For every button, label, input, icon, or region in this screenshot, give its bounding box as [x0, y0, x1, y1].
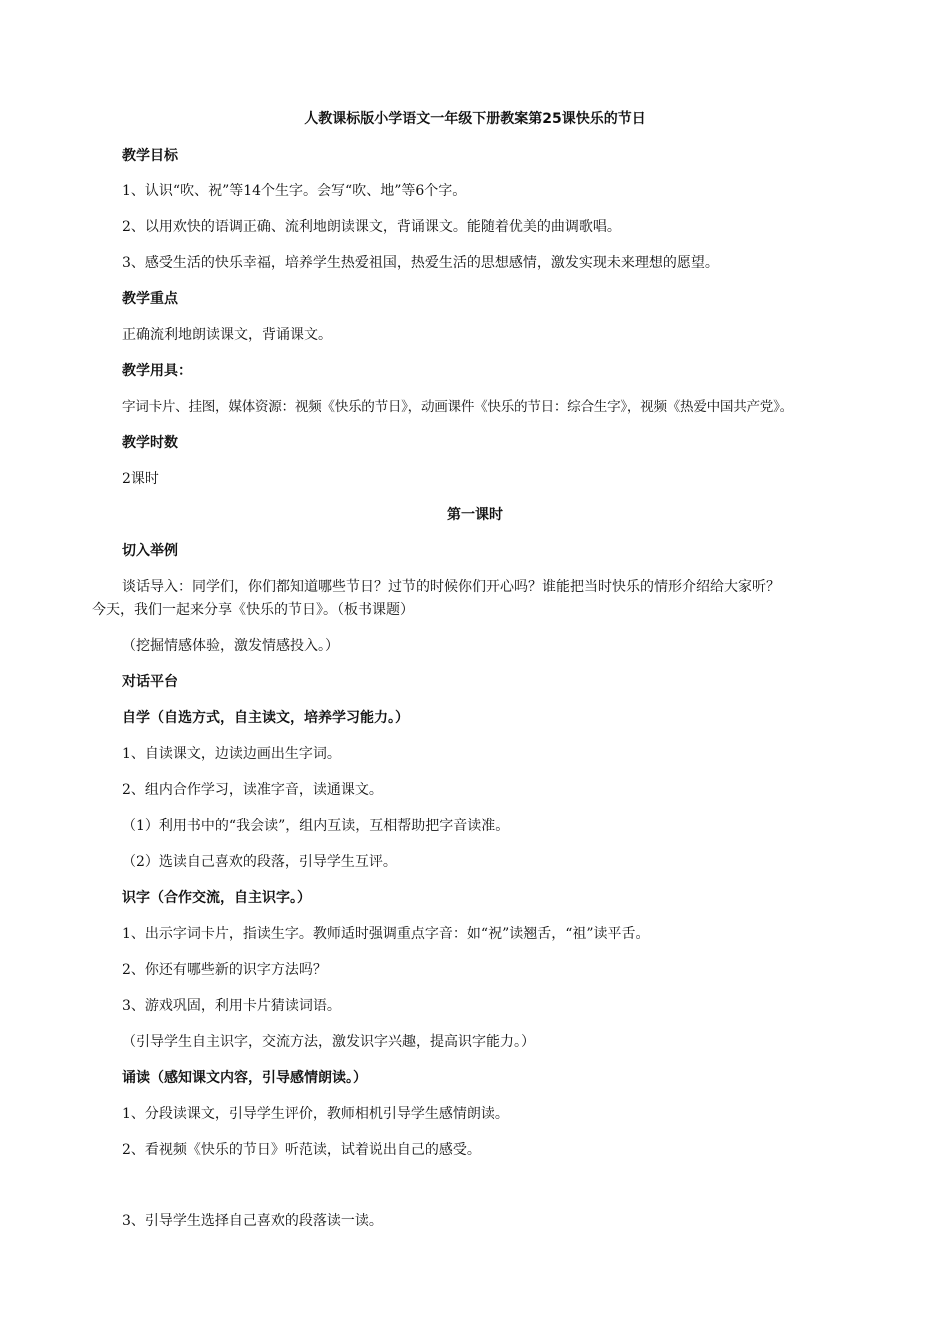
recitation-item-2: 2、看视频《快乐的节日》听范读，试着说出自己的感受。	[122, 1142, 481, 1158]
goal-item-1: 1、认识“吹、祝”等14个生字。会写“吹、地”等6个字。	[122, 183, 467, 199]
intro-line-2: 今天，我们一起来分享《快乐的节日》。（板书课题）	[92, 602, 414, 618]
heading-teaching-key: 教学重点	[122, 291, 178, 307]
lesson-title: 第一课时	[447, 507, 503, 523]
intro-note: （挖掘情感体验，激发情感投入。）	[122, 638, 339, 654]
heading-teaching-tools: 教学用具：	[122, 363, 192, 379]
goal-item-3: 3、感受生活的快乐幸福，培养学生热爱祖国，热爱生活的思想感情，激发实现未来理想的愿望。	[122, 255, 719, 271]
heading-teaching-goals: 教学目标	[122, 148, 178, 164]
tools-text: 字词卡片、挂图，媒体资源：视频《快乐的节日》，动画课件《快乐的节日：综合生字》，视频《热爱中国共产党》。	[122, 399, 793, 415]
self-study-item-2b: （2）选读自己喜欢的段落，引导学生互评。	[122, 854, 397, 870]
heading-intro: 切入举例	[122, 543, 178, 559]
literacy-note: （引导学生自主识字，交流方法，激发识字兴趣，提高识字能力。）	[122, 1034, 535, 1050]
self-study-item-2: 2、组内合作学习，读准字音，读通课文。	[122, 782, 383, 798]
heading-recitation: 诵读（感知课文内容，引导感情朗读。）	[122, 1070, 367, 1086]
heading-self-study: 自学（自选方式，自主读文，培养学习能力。）	[122, 710, 409, 726]
recitation-item-3: 3、引导学生选择自己喜欢的段落读一读。	[122, 1213, 383, 1229]
literacy-item-2: 2、你还有哪些新的识字方法吗？	[122, 962, 327, 978]
intro-line-1: 谈话导入：同学们，你们都知道哪些节日？过节的时候你们开心吗？谁能把当时快乐的情形介绍给大家听？	[122, 579, 780, 595]
recitation-item-1: 1、分段读课文，引导学生评价，教师相机引导学生感情朗读。	[122, 1106, 509, 1122]
self-study-item-1: 1、自读课文，边读边画出生字词。	[122, 746, 341, 762]
literacy-item-1: 1、出示字词卡片，指读生字。教师适时强调重点字音：如“祝”读翘舌，“祖”读平舌。	[122, 926, 650, 942]
literacy-item-3: 3、游戏巩固，利用卡片猜读词语。	[122, 998, 341, 1014]
hours-text: 2课时	[122, 471, 159, 487]
heading-dialog-platform: 对话平台	[122, 674, 178, 690]
heading-literacy: 识字（合作交流，自主识字。）	[122, 890, 311, 906]
goal-item-2: 2、以用欢快的语调正确、流利地朗读课文，背诵课文。能随着优美的曲调歌唱。	[122, 219, 621, 235]
key-text: 正确流利地朗读课文，背诵课文。	[122, 327, 332, 343]
self-study-item-2a: （1）利用书中的“我会读”，组内互读，互相帮助把字音读准。	[122, 818, 510, 834]
document-title: 人教课标版小学语文一年级下册教案第25课快乐的节日	[304, 111, 646, 127]
heading-teaching-hours: 教学时数	[122, 435, 178, 451]
